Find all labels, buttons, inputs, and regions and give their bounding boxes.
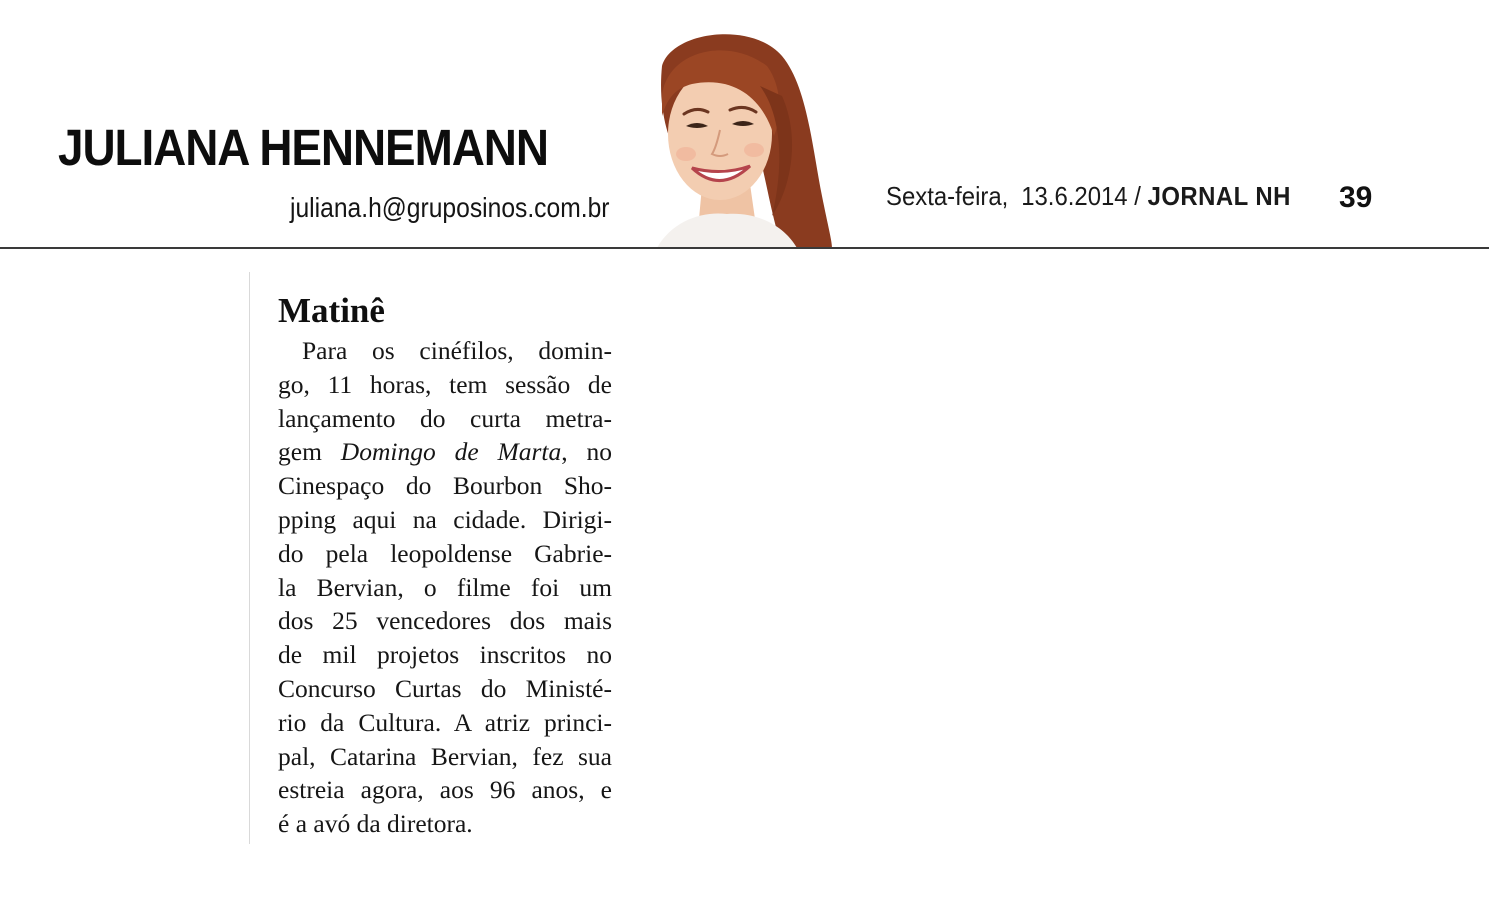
article-line: Cinespaço do Bourbon Sho-	[278, 471, 612, 501]
issue-separator: /	[1134, 181, 1141, 211]
issue-line	[886, 178, 1291, 214]
article-line: pping aqui na cidade. Dirigi-	[278, 504, 612, 534]
article-line: Concurso Curtas do Ministé-	[278, 673, 612, 703]
issue-date: 13.6.2014	[1021, 181, 1128, 211]
author-photo	[632, 26, 836, 248]
article-line: go, 11 horas, tem sessão de	[278, 369, 612, 399]
article-line: é a avó da diretora.	[278, 809, 473, 839]
article-body	[278, 334, 612, 841]
article-line: rio da Cultura. A atriz princi-	[278, 707, 612, 737]
article-line: pal, Catarina Bervian, fez sua	[278, 741, 612, 771]
article-line: la Bervian, o filme foi um	[278, 572, 612, 602]
article-line: dos 25 vencedores dos mais	[278, 606, 612, 636]
article-line: estreia agora, aos 96 anos, e	[278, 775, 612, 805]
article-line: Para os cinéfilos, domin-	[302, 336, 612, 365]
column-title: JULIANA HENNEMANN	[58, 119, 548, 176]
article-line-tail: , no	[561, 437, 613, 467]
article-line-film	[278, 435, 612, 469]
header-rule	[0, 247, 1489, 249]
article-line: de mil projetos inscritos no	[278, 640, 612, 670]
issue-weekday: Sexta-feira,	[886, 181, 1009, 211]
article-heading: Matinê	[278, 291, 385, 330]
article-line-lead: gem	[278, 437, 322, 467]
page-number: 39	[1339, 181, 1373, 214]
author-email: juliana.h@gruposinos.com.br	[290, 192, 610, 223]
column-divider	[249, 272, 250, 844]
article	[278, 288, 612, 841]
film-title: Domingo de Marta	[340, 437, 562, 467]
article-line: do pela leopoldense Gabrie-	[278, 538, 612, 568]
article-line: lançamento do curta metra-	[278, 403, 612, 433]
newspaper-name: JORNAL NH	[1147, 181, 1291, 211]
